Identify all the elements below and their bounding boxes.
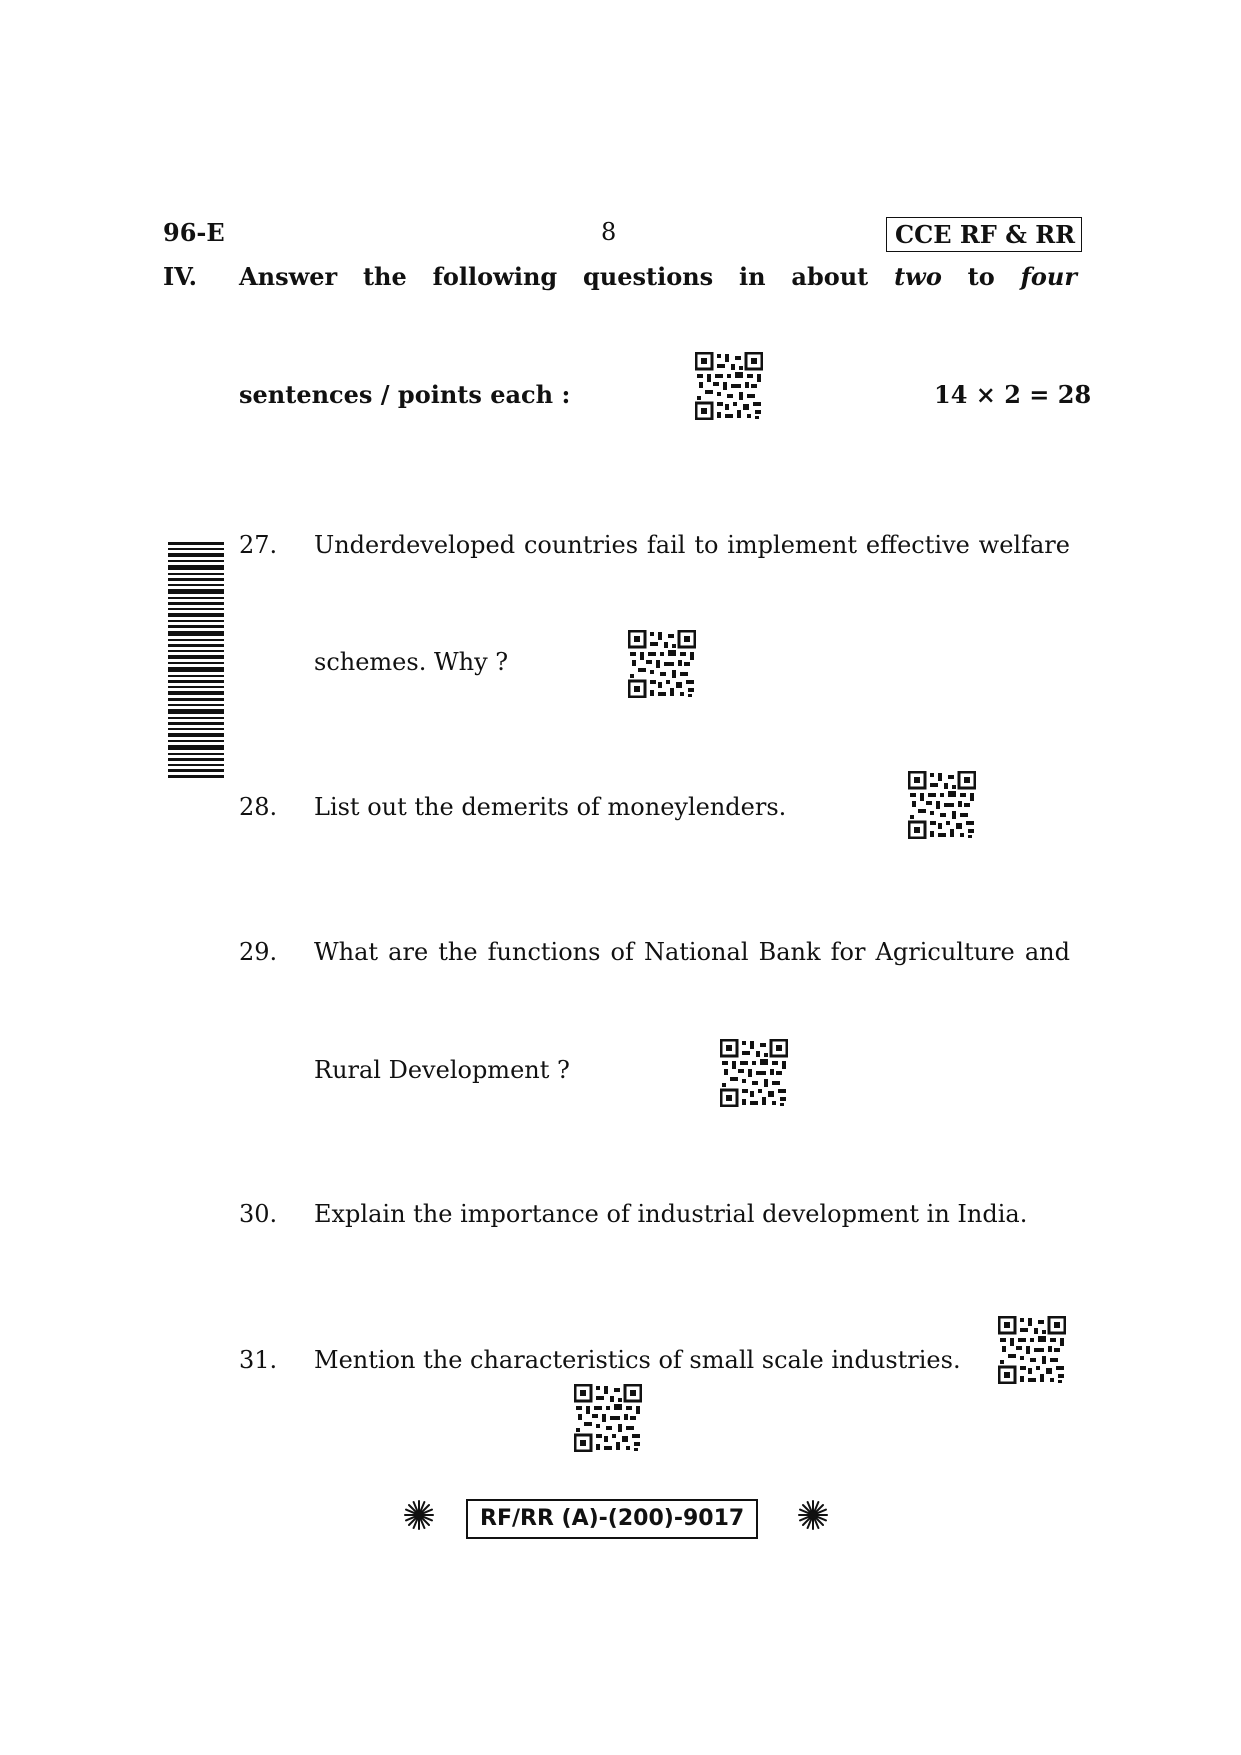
question-word: and [1024,938,1070,966]
asterisk-burst-icon [403,1499,435,1531]
question-word: implement [727,531,857,559]
question-word: effective [865,531,970,559]
question-word: fail [646,531,686,559]
section-marks: 14 × 2 = 28 [934,380,1092,409]
question-number: 30. [239,1200,278,1228]
question-text: Explain the importance of industrial development in India. [314,1200,1028,1228]
question-number: 29. [239,938,278,966]
instruction-word: in [739,262,766,291]
series-box: CCE RF & RR [886,217,1082,252]
question-text-line2: schemes. Why ? [314,648,509,676]
question-word: Bank [758,938,821,966]
question-text: List out the demerits of moneylenders. [314,793,787,821]
question-word: Agriculture [875,938,1015,966]
question-word: are [388,938,429,966]
instruction-word: four [1020,262,1077,291]
question-word: to [694,531,719,559]
question-number: 31. [239,1346,278,1374]
footer-code: RF/RR (A)-(200)-9017 [466,1499,758,1539]
qr-code-icon [628,630,696,698]
question-word: for [830,938,866,966]
paper-code: 96-E [163,218,225,247]
question-number: 27. [239,531,278,559]
instruction-word: questions [583,262,714,291]
question-word: What [314,938,379,966]
question-word: the [438,938,478,966]
page-number: 8 [601,218,617,246]
qr-code-icon [574,1384,642,1452]
instruction-word: the [362,262,407,291]
question-text [314,938,1070,966]
question-word: National [643,938,749,966]
question-text-line2: Rural Development ? [314,1056,570,1084]
question-word: countries [523,531,639,559]
asterisk-burst-icon [797,1499,829,1531]
question-text: Mention the characteristics of small scale industries. [314,1346,961,1374]
qr-code-icon [695,352,763,420]
question-text [314,531,1070,559]
qr-code-icon [720,1039,788,1107]
section-number: IV. [163,262,198,291]
section-instruction [239,262,1077,291]
instruction-word: two [894,262,942,291]
instruction-word: about [791,262,869,291]
question-number: 28. [239,793,278,821]
instruction-word: Answer [239,262,338,291]
qr-code-icon [998,1316,1066,1384]
question-word: of [610,938,634,966]
instruction-word: to [967,262,995,291]
instruction-word: following [432,262,558,291]
question-word: Underdeveloped [314,531,516,559]
section-instruction-line2: sentences / points each : [239,380,571,409]
qr-code-icon [908,771,976,839]
barcode-icon [168,542,224,778]
question-word: functions [487,938,601,966]
question-word: welfare [978,531,1070,559]
